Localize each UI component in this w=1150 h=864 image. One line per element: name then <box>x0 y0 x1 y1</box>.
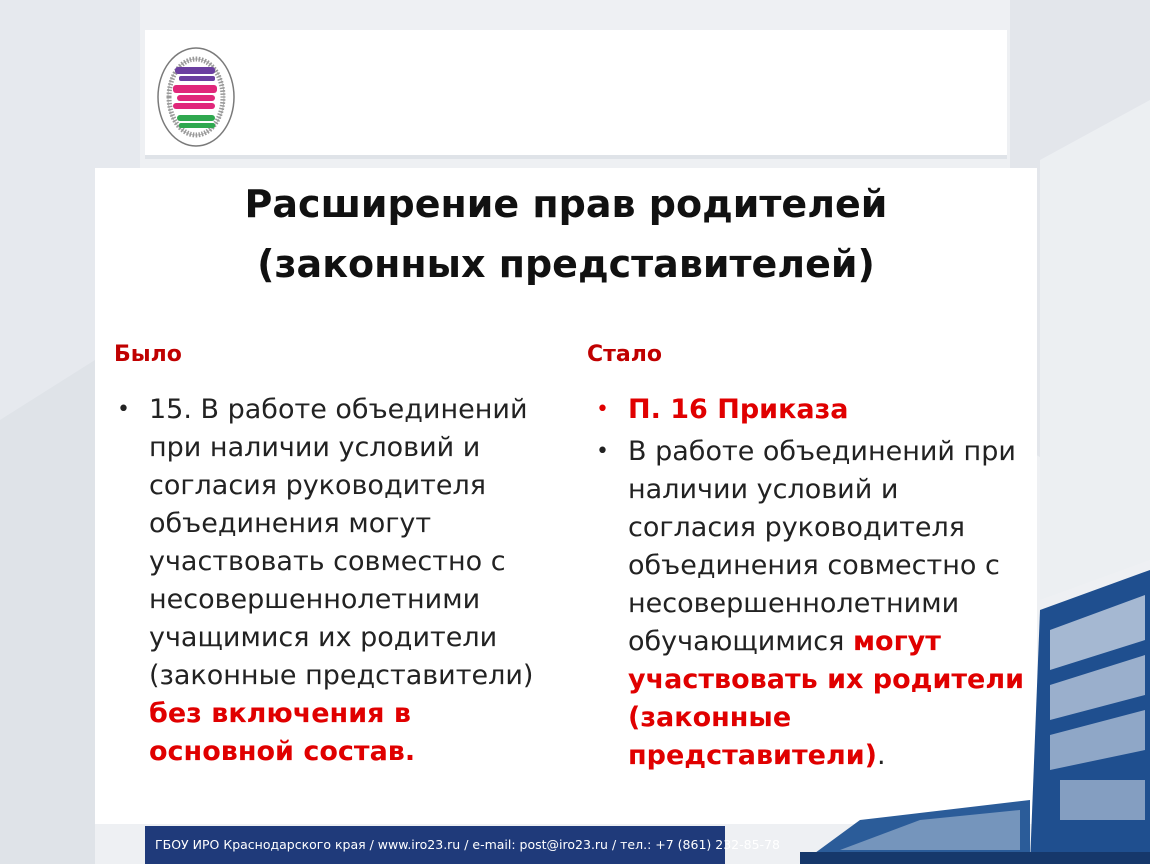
after-item-text: В работе объединений при наличии условий и согласия руководителя объединения совместно с несовершеннолетними обучающимися <box>628 436 1016 657</box>
building-illustration <box>800 570 1150 864</box>
header-divider <box>145 155 1007 159</box>
bullet-icon: • <box>596 439 609 464</box>
before-item-text: 15. В работе объединений при наличии условий и согласия руководителя объединения могут участвовать совместно с несовершеннолетними учащимися их родители (законные представители) <box>149 394 534 691</box>
after-list-item-order <box>590 391 1030 429</box>
footer-bar <box>145 826 780 864</box>
column-heading-after: Стало <box>587 342 662 367</box>
institute-logo <box>155 45 237 149</box>
header-band <box>145 30 1007 155</box>
order-reference: П. 16 Приказа <box>628 394 849 425</box>
before-list <box>111 391 551 771</box>
bullet-icon: • <box>117 397 130 422</box>
red-bullet-icon: • <box>596 397 609 422</box>
slide-title <box>95 174 1037 294</box>
title-line-2: (законных представителей) <box>257 242 875 286</box>
after-item-tail: . <box>876 740 886 771</box>
after-item-highlight: могут участвовать их родители (законные представители) <box>628 626 1025 771</box>
footer-contacts: ГБОУ ИРО Краснодарского края / www.iro23.ru / e-mail: post@iro23.ru / тел.: +7 (861) 232-85-78 <box>155 837 780 852</box>
title-line-1: Расширение прав родителей <box>244 182 888 226</box>
before-item-highlight: без включения в основной состав. <box>149 698 416 767</box>
before-list-item <box>111 391 551 771</box>
column-heading-before: Было <box>114 342 182 367</box>
